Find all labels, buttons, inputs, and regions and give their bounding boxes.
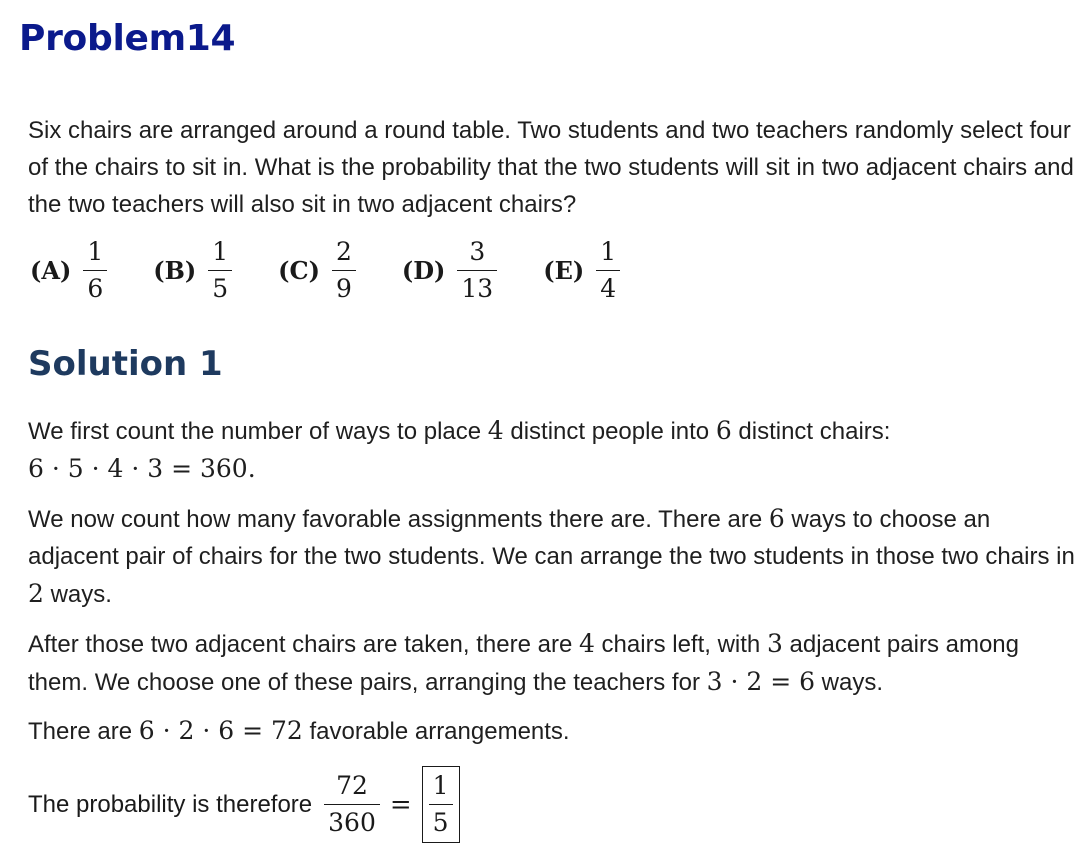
final-answer: The probability is therefore $\frac{72}{360}$ = $\frac{1}{5}$ [28,766,460,843]
equation: 6 · 5 · 4 · 3 = 360. [28,454,256,483]
solution-paragraph-1: We first count the number of ways to place 4 distinct people into 6 distinct chairs: 6 · 5 · 4 · 3 = 360. [28,416,891,483]
choice-fraction: $\frac{1}{4}$ [596,237,620,304]
choice-b [153,237,232,304]
choice-label: (C) [278,255,320,285]
choice-fraction: $\frac{3}{13}$ [457,237,497,304]
boxed-answer: $\frac{1}{5}$ [422,766,460,843]
choice-a [30,237,107,304]
choice-label: (E) [543,255,585,285]
solution-paragraph-3: After those two adjacent chairs are taken, there are 4 chairs left, with 3 adjacent pairs among them. We choose one of these pairs, arranging the teachers for 3 · 2 = 6 ways. [28,629,1019,696]
choice-fraction: $\frac{2}{9}$ [332,237,356,304]
problem-statement: Six chairs are arranged around a round table. Two students and two teachers randomly select four of the chairs to sit in. What is the probability that the two students will sit in two adjacent chairs and the two teachers will also sit in two adjacent chairs? [28,117,1074,218]
page-title: Problem14 [19,18,236,59]
choice-fraction: $\frac{1}{6}$ [83,237,107,304]
solution-paragraph-4: There are 6 · 2 · 6 = 72 favorable arrangements. [28,716,570,745]
choice-label: (A) [30,255,72,285]
solution-paragraph-2: We now count how many favorable assignments there are. There are 6 ways to choose an adjacent pair of chairs for the two students. We can arrange the two students in those two chairs in 2 ways. [28,504,1075,608]
choice-label: (B) [153,255,197,285]
choice-e [543,237,620,304]
choice-label: (D) [401,255,446,285]
answer-choices [30,232,666,308]
probability-fraction: $\frac{72}{360}$ [324,771,380,838]
choice-d [402,237,497,304]
choice-c [278,237,356,304]
choice-fraction: $\frac{1}{5}$ [208,237,232,304]
final-text: The probability is therefore [28,790,313,818]
solution-heading: Solution 1 [28,344,223,384]
